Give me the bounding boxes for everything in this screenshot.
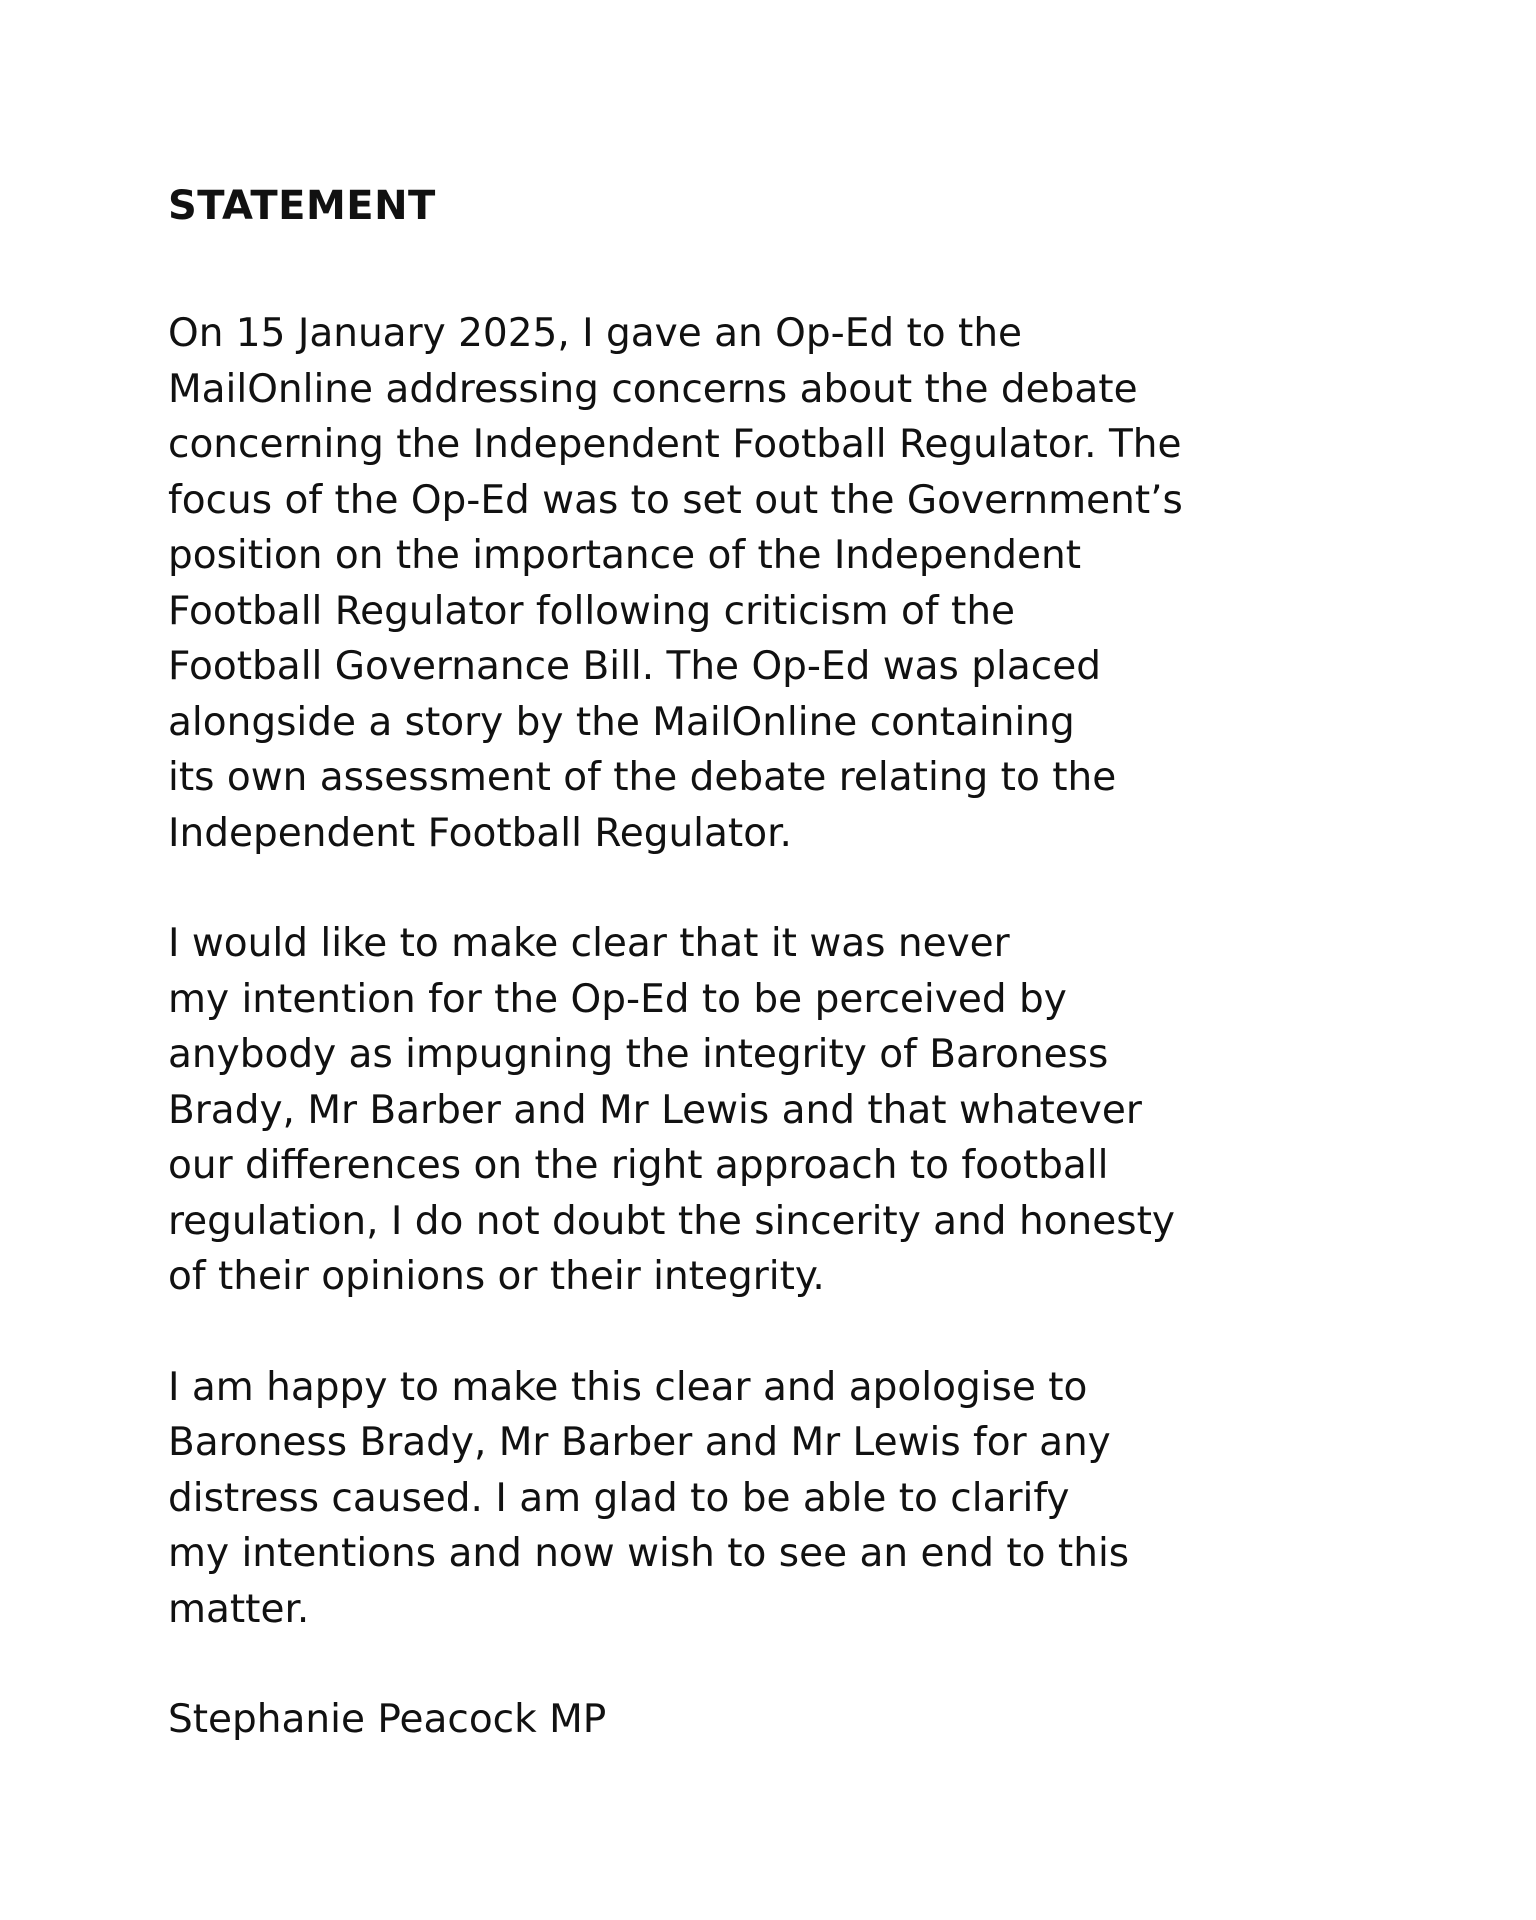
paragraph-line: alongside a story by the MailOnline containing <box>168 699 1075 745</box>
paragraph-1 <box>168 306 1398 861</box>
paragraph-line: Baroness Brady, Mr Barber and Mr Lewis for any <box>168 1420 1111 1465</box>
paragraph-line: Brady, Mr Barber and Mr Lewis and that whatever <box>168 1087 1142 1133</box>
paragraph-line: matter. <box>168 1586 310 1632</box>
paragraph-line: I am happy to make this clear and apologise to <box>168 1364 1088 1410</box>
paragraph-line: my intention for the Op-Ed to be perceived by <box>168 976 1067 1022</box>
paragraph-line: regulation, I do not doubt the sincerity and honesty <box>168 1198 1175 1244</box>
statement-document <box>168 178 1398 1748</box>
paragraph-line: anybody as impugning the integrity of Baroness <box>168 1032 1109 1077</box>
paragraph-3 <box>168 1360 1398 1638</box>
paragraph-line: I would like to make clear that it was never <box>168 921 1010 966</box>
paragraph-line: Independent Football Regulator. <box>168 810 792 856</box>
paragraph-line: concerning the Independent Football Regulator. The <box>168 422 1182 467</box>
paragraph-2 <box>168 916 1398 1305</box>
paragraph-line: Football Governance Bill. The Op-Ed was placed <box>168 644 1101 689</box>
paragraph-line: its own assessment of the debate relating to the <box>168 755 1117 800</box>
paragraph-line: my intentions and now wish to see an end to this <box>168 1531 1130 1576</box>
paragraph-line: distress caused. I am glad to be able to clarify <box>168 1475 1070 1521</box>
signature: Stephanie Peacock MP <box>168 1697 607 1742</box>
statement-heading: STATEMENT <box>168 183 436 229</box>
paragraph-line: position on the importance of the Independent <box>168 533 1082 578</box>
paragraph-line: Football Regulator following criticism of the <box>168 588 1016 634</box>
paragraph-line: focus of the Op-Ed was to set out the Government’s <box>168 477 1183 523</box>
paragraph-line: our differences on the right approach to football <box>168 1143 1109 1188</box>
paragraph-line: of their opinions or their integrity. <box>168 1254 825 1299</box>
paragraph-line: On 15 January 2025, I gave an Op-Ed to the <box>168 311 1023 356</box>
paragraph-line: MailOnline addressing concerns about the debate <box>168 366 1138 412</box>
